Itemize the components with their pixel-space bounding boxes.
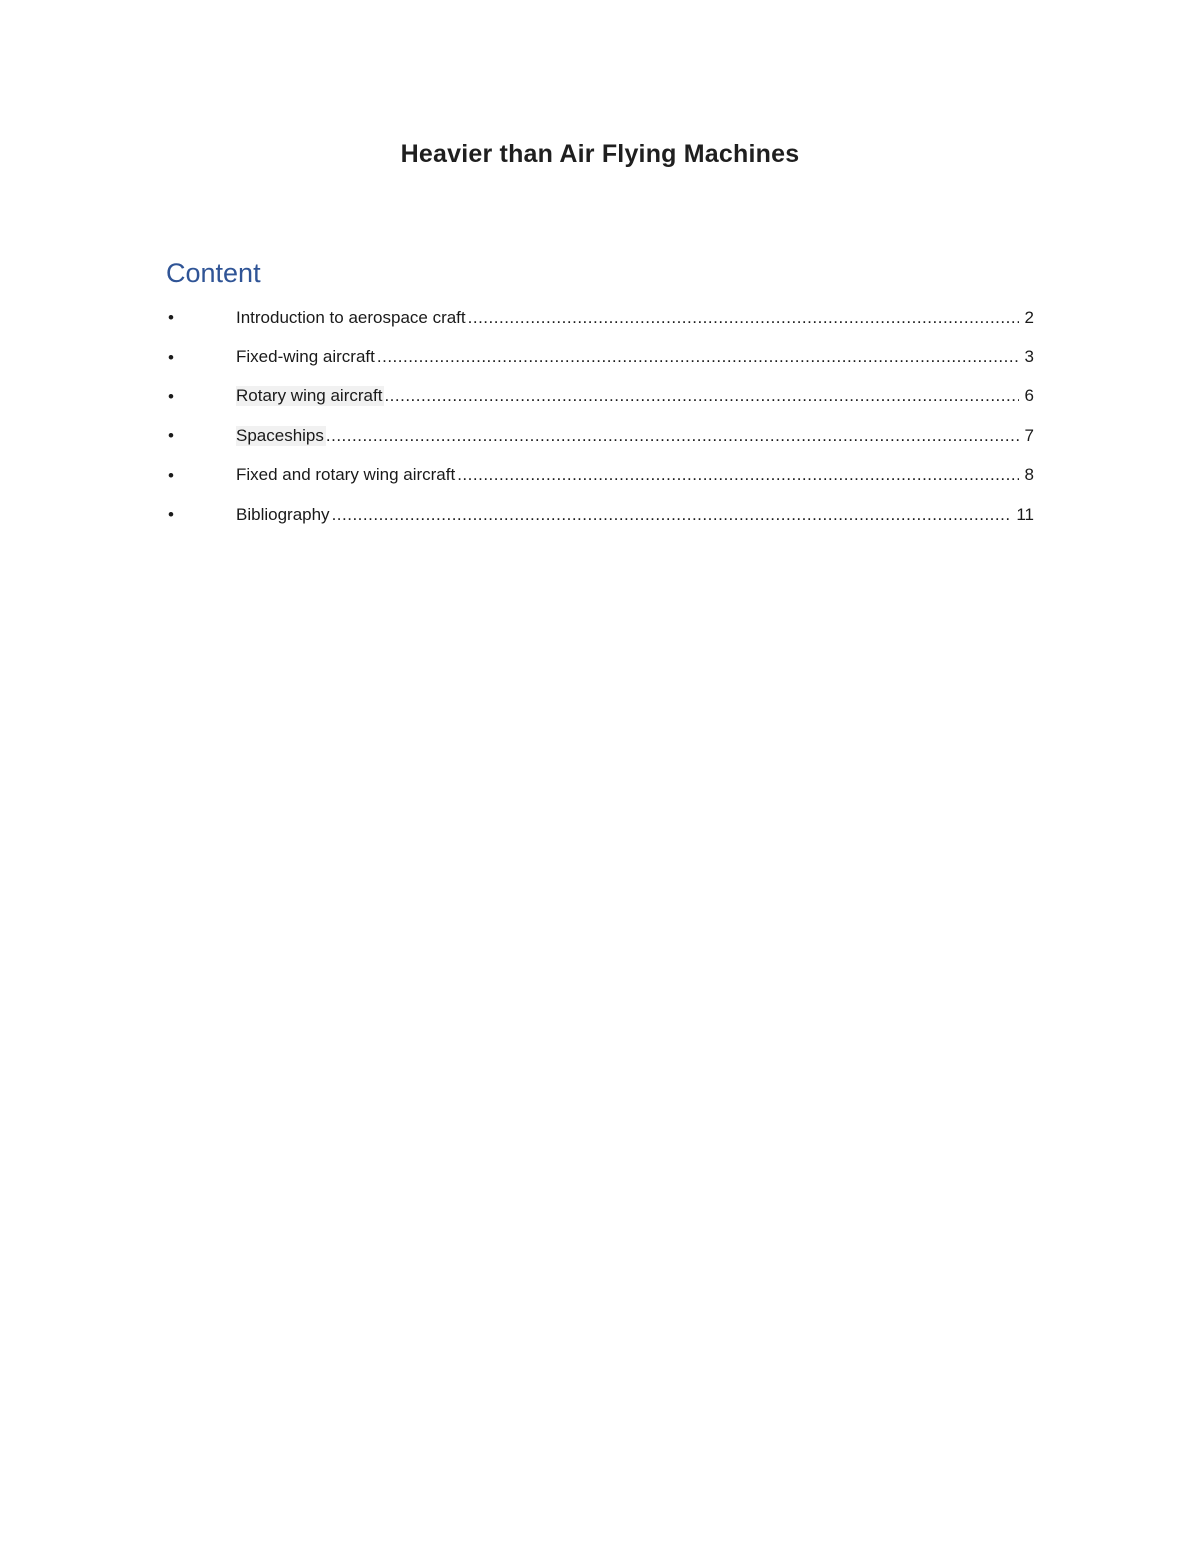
dot-leader [468,308,1019,328]
toc-entry-line [236,465,1034,485]
dot-leader [326,426,1019,446]
toc-entry-spaceships[interactable] [160,416,1034,455]
toc-entry-rotary-wing[interactable] [160,377,1034,416]
toc-entry-line [236,426,1034,446]
bullet-icon: • [168,386,174,406]
toc-entry-label: Rotary wing aircraft [236,386,383,406]
dot-leader [384,386,1018,406]
bullet-icon: • [168,465,174,485]
bullet-icon: • [168,308,174,328]
toc-page-number: 2 [1024,307,1034,327]
toc-heading: Content [166,258,261,288]
toc-entry-bibliography[interactable] [160,495,1034,534]
bullet-icon: • [168,426,174,446]
table-of-contents [160,298,1034,534]
toc-entry-label: Introduction to aerospace craft [236,307,466,327]
dot-leader [457,465,1018,485]
toc-entry-line [236,505,1034,525]
toc-entry-label: Fixed-wing aircraft [236,347,375,367]
toc-entry-introduction[interactable] [160,298,1034,337]
toc-page-number: 3 [1024,347,1034,367]
toc-entry-line [236,386,1034,406]
toc-entry-label: Fixed and rotary wing aircraft [236,465,456,485]
toc-page-number: 11 [1016,504,1034,524]
dot-leader [377,347,1019,367]
toc-entry-fixed-wing[interactable] [160,337,1034,376]
toc-page-number: 6 [1024,386,1034,406]
toc-entry-fixed-and-rotary[interactable] [160,456,1034,495]
toc-page-number: 7 [1024,425,1034,445]
toc-entry-line [236,308,1034,328]
toc-entry-label: Bibliography [236,504,330,524]
toc-page-number: 8 [1024,465,1034,485]
document-title: Heavier than Air Flying Machines [400,140,800,168]
toc-entry-label: Spaceships [236,425,324,445]
toc-entry-line [236,347,1034,367]
bullet-icon: • [168,347,174,367]
bullet-icon: • [168,505,174,525]
dot-leader [332,505,1011,525]
